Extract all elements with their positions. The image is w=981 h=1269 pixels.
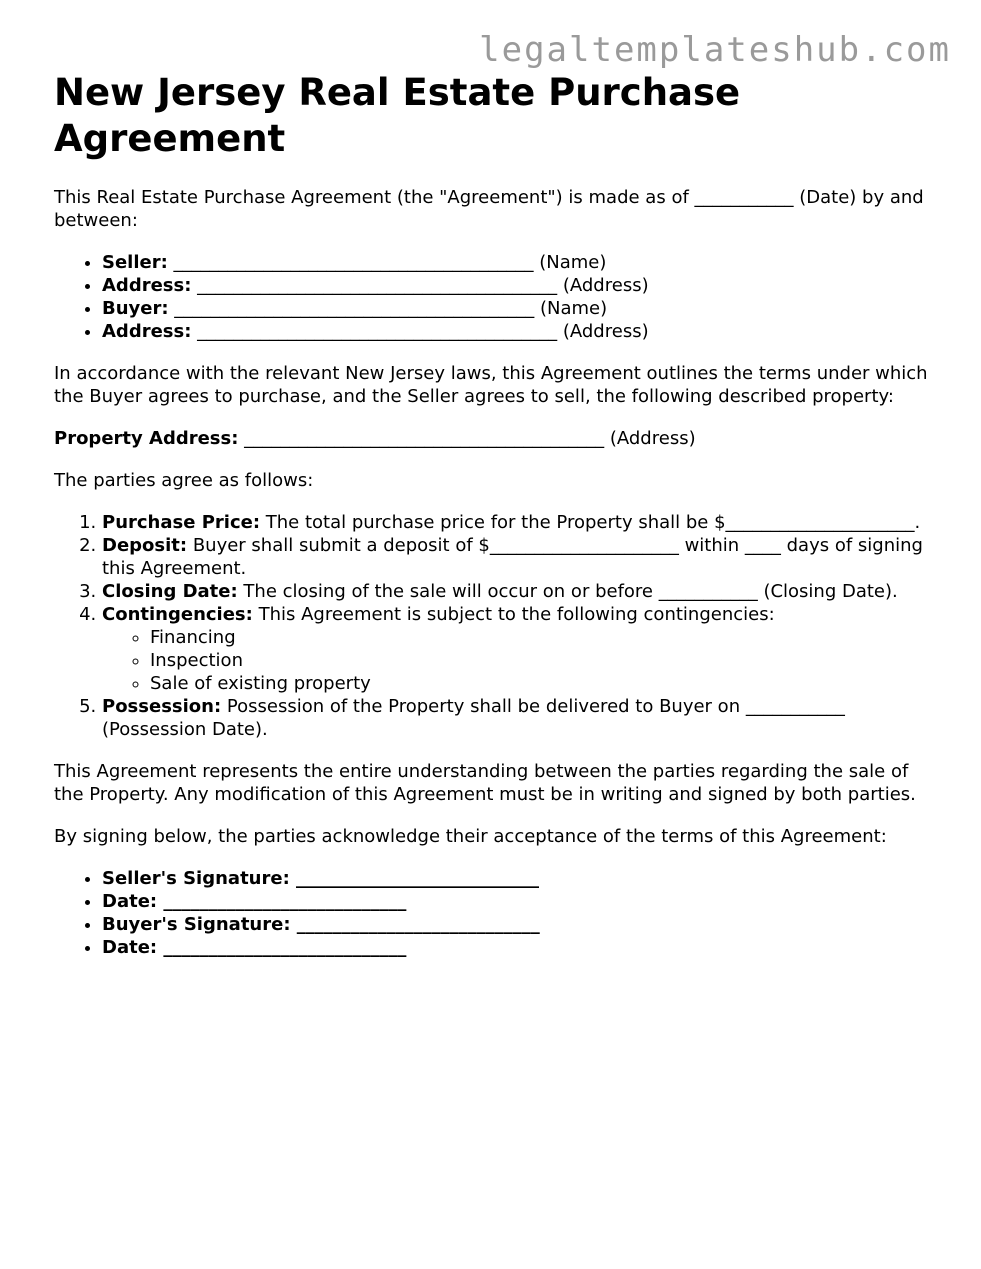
term-text: The closing of the sale will occur on or before ___________ (Closing Date).	[237, 581, 898, 602]
buyer-date-line	[102, 936, 934, 959]
contingency-item: ◦ Financing	[150, 626, 934, 649]
contingencies-list	[102, 626, 934, 695]
agree-intro: The parties agree as follows:	[54, 470, 314, 491]
term-text: This Agreement is subject to the following contingencies:	[252, 604, 775, 625]
term-contingencies	[102, 603, 934, 695]
signature-blank: ___________________________	[289, 868, 540, 889]
party-value: ________________________________________ (Name)	[167, 252, 607, 273]
party-buyer-name	[102, 297, 934, 320]
terms-list	[54, 511, 934, 741]
parties-list	[54, 251, 934, 343]
party-label: Seller:	[102, 252, 168, 273]
party-label: Address:	[102, 321, 192, 342]
buyer-signature-line	[102, 913, 934, 936]
accordance-paragraph: In accordance with the relevant New Jersey laws, this Agreement outlines the terms under which the Buyer agrees to purchase, and the Seller agrees to sell, the following described property:	[54, 363, 928, 407]
term-text: The total purchase price for the Property shall be $_____________________.	[260, 512, 921, 533]
signature-label: Buyer's Signature:	[102, 914, 291, 935]
term-label: Deposit:	[102, 535, 188, 556]
document-body	[54, 70, 934, 978]
party-value: ________________________________________ (Address)	[191, 321, 649, 342]
seller-signature-line	[102, 867, 934, 890]
property-address	[54, 427, 934, 450]
party-value: ________________________________________ (Name)	[168, 298, 608, 319]
signature-label: Date:	[102, 891, 158, 912]
term-possession	[102, 695, 934, 741]
contingency-item: ◦ Inspection	[150, 649, 934, 672]
intro-paragraph: This Real Estate Purchase Agreement (the "Agreement") is made as of ___________ (Date) by and between:	[54, 187, 924, 231]
term-label: Possession:	[102, 696, 222, 717]
term-purchase-price	[102, 511, 934, 534]
property-address-label: Property Address:	[54, 428, 239, 449]
signature-label: Seller's Signature:	[102, 868, 290, 889]
party-value: ________________________________________ (Address)	[191, 275, 649, 296]
term-closing-date	[102, 580, 934, 603]
term-text: Buyer shall submit a deposit of $_____________________ within ____ days of signing this Agreement.	[102, 535, 923, 579]
signature-blank: ___________________________	[157, 937, 407, 958]
party-seller-address	[102, 274, 934, 297]
party-seller-name	[102, 251, 934, 274]
term-label: Contingencies:	[102, 604, 253, 625]
term-label: Purchase Price:	[102, 512, 261, 533]
signing-paragraph: By signing below, the parties acknowledge their acceptance of the terms of this Agreement:	[54, 826, 887, 847]
entire-agreement-paragraph: This Agreement represents the entire understanding between the parties regarding the sale of the Property. Any modification of this Agreement must be in writing and signed by both parties.	[54, 761, 916, 805]
term-deposit	[102, 534, 934, 580]
signature-blank: ___________________________	[157, 891, 407, 912]
signatures-list	[54, 867, 934, 959]
signature-label: Date:	[102, 937, 158, 958]
property-address-value: ________________________________________ (Address)	[238, 428, 696, 449]
seller-date-line	[102, 890, 934, 913]
party-buyer-address	[102, 320, 934, 343]
term-text: Possession of the Property shall be delivered to Buyer on ___________ (Possession Date).	[102, 696, 845, 740]
watermark: legaltemplateshub.com	[479, 30, 951, 70]
term-label: Closing Date:	[102, 581, 238, 602]
contingency-item: ◦ Sale of existing property	[150, 672, 934, 695]
signature-blank: ___________________________	[290, 914, 540, 935]
party-label: Buyer:	[102, 298, 169, 319]
party-label: Address:	[102, 275, 192, 296]
document-title: New Jersey Real Estate Purchase Agreement	[54, 71, 741, 160]
